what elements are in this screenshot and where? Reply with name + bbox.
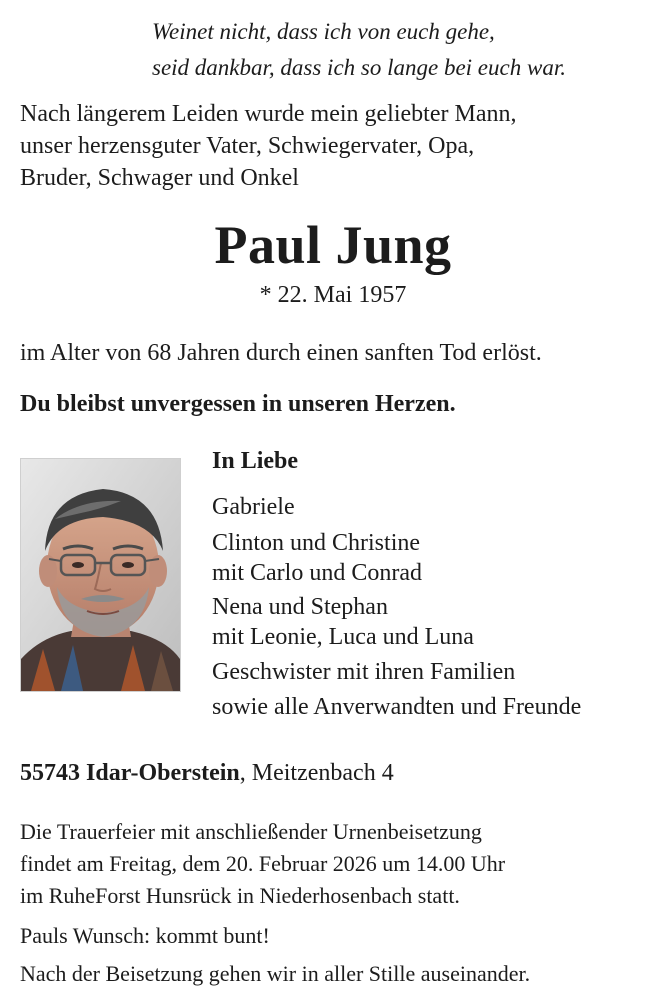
intro-line-3: Bruder, Schwager und Onkel [20, 165, 299, 191]
mourner-entry: sowie alle Anverwandten und Freunde [212, 694, 582, 720]
mourner-entry: mit Leonie, Luca und Luna [212, 624, 474, 650]
portrait-illustration [21, 459, 180, 691]
service-closing: Nach der Beisetzung gehen wir in aller Stille auseinander. [20, 961, 531, 986]
mourner-entry: mit Carlo und Conrad [212, 560, 422, 586]
service-wish: Pauls Wunsch: kommt bunt! [20, 923, 270, 948]
intro-line-1: Nach längerem Leiden wurde mein geliebter Mann, [20, 101, 517, 127]
mourners-heading: In Liebe [212, 448, 299, 474]
mourner-entry: Nena und Stephan [212, 594, 388, 620]
service-line-2: findet am Freitag, dem 20. Februar 2026 um 14.00 Uhr [20, 851, 506, 876]
age-line: im Alter von 68 Jahren durch einen sanften Tod erlöst. [20, 340, 542, 366]
intro-line-2: unser herzensguter Vater, Schwiegervater, Opa, [20, 133, 475, 159]
quote-line-1: Weinet nicht, dass ich von euch gehe, [152, 19, 495, 44]
mourner-entry: Geschwister mit ihren Familien [212, 659, 516, 685]
address-line [20, 760, 394, 787]
deceased-name: Paul Jung [214, 215, 452, 275]
address-street: , Meitzenbach 4 [239, 760, 394, 786]
mourner-entry: Gabriele [212, 494, 295, 520]
quote-line-2: seid dankbar, dass ich so lange bei euch war. [152, 55, 566, 80]
motto: Du bleibst unvergessen in unseren Herzen. [20, 391, 456, 417]
birth-date: * 22. Mai 1957 [259, 282, 407, 308]
service-line-3: im RuheForst Hunsrück in Niederhosenbach statt. [20, 883, 460, 908]
service-line-1: Die Trauerfeier mit anschließender Urnenbeisetzung [20, 819, 482, 844]
address-city: 55743 Idar-Oberstein [20, 760, 240, 786]
mourner-entry: Clinton und Christine [212, 530, 421, 556]
portrait-photo [20, 458, 181, 692]
